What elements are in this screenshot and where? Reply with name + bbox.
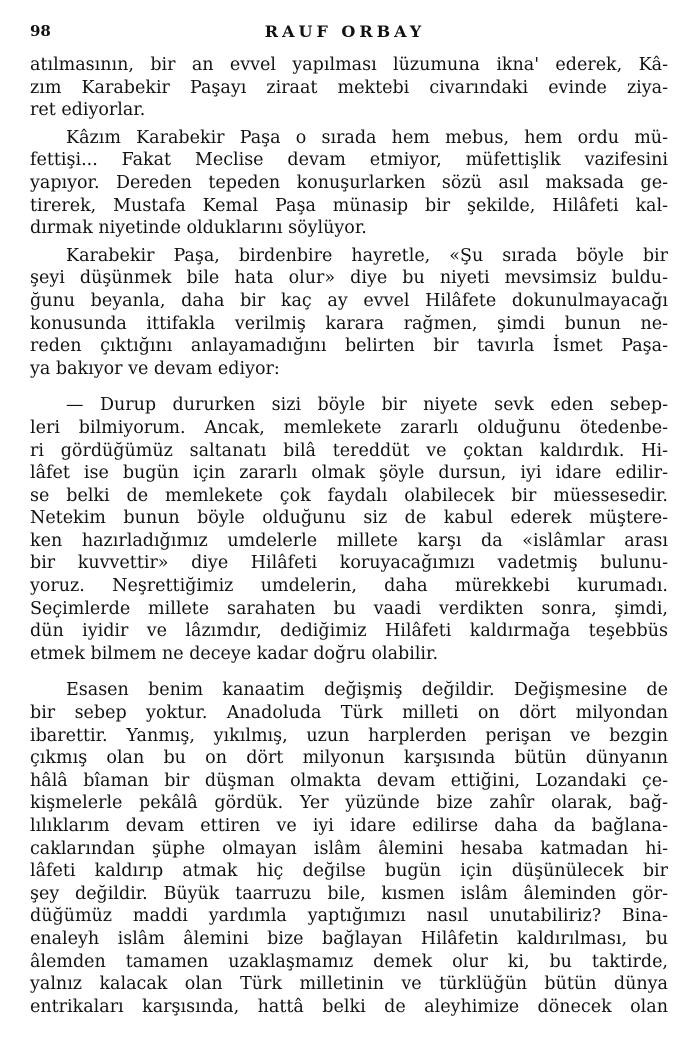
page-number: 98 [30,22,51,40]
text-line: ret ediyorlar. [30,100,146,121]
text-line: ya bakıyor ve devam ediyor: [30,358,280,379]
text-line: — Durup dururken sizi böyle bir niyete sevk eden sebep- [66,395,668,416]
text-line: dırmak niyetinde olduklarını söylüyor. [30,218,367,239]
text-line: şeyi düşünmek bile hata olur» diye bu niyeti mevsimsiz buldu- [30,268,668,289]
text-line: Netekim bunun böyle olduğunu siz de kabul ederek müştere- [30,508,668,529]
text-line: Karabekir Paşa, birdenbire hayretle, «Şu sırada böyle bir [66,245,668,266]
running-head: RAUF ORBAY [264,22,426,41]
text-line: konusunda ittifakla verilmiş karara rağmen, şimdi bunun ne- [30,313,668,334]
text-line: ğunu beyanla, daha bir kaç ay evvel Hilâfete dokunulmayacağı [30,290,668,311]
text-line: ken hazırladığımız umdelerle millete karşı da «islâmlar arası [30,530,668,551]
text-line: kişmelerle pekâlâ gördük. Yer yüzünde bize zahîr olarak, bağ- [30,793,668,814]
text-line: düğümüz maddi yardımla yaptığımızı nasıl unutabiliriz? Bina- [30,906,668,927]
text-line: lâfet ise bugün için zararlı olmak şöyle dursun, iyi idare edilir- [30,463,668,484]
paragraph [30,54,668,122]
text-line: lılıklarım devam ettiren ve iyi idare edilirse daha da bağlana- [30,816,668,836]
paragraph [30,127,668,240]
text-line: Seçimlerde millete sarahaten bu vaadi verdikten sonra, şimdi, [30,598,668,619]
text-line: ibarettir. Yanmış, yıkılmış, uzun harplerden perişan ve bezgin [30,725,668,746]
paragraph [30,245,668,381]
text-line: tirerek, Mustafa Kemal Paşa münasip bir şekilde, Hilâfeti kal- [30,195,668,216]
text-line: zım Karabekir Paşayı ziraat mektebi civarındaki evinde ziya- [30,77,668,98]
text-line: Kâzım Karabekir Paşa o sırada hem mebus, hem ordu mü- [66,127,668,148]
text-line: atılmasının, bir an evvel yapılması lüzumuna ikna' ederek, Kâ- [30,55,668,75]
text-line: enaleyh islâm âlemini bize bağlayan Hilâfetin kaldırılması, bu [30,928,668,949]
text-line: âlemden tamamen uzaklaşmamız demek olur ki, bu taktirde, [30,951,668,972]
text-line: yapıyor. Dereden tepeden konuşurlarken sözü asıl maksada ge- [30,172,668,193]
text-line: hâlâ bîaman bir düşman olmakta devam ettiğini, Lozandaki çe- [30,770,668,791]
quoted-paragraph [30,394,668,665]
text-line: çıkmış olan bu on dört milyonun karşısında bütün dünyanın [30,748,668,769]
text-line: caklarından şüphe olmayan islâm âlemini hesaba katmadan hi- [30,838,668,859]
text-line: fettişi... Fakat Meclise devam etmiyor, müfettişlik vazifesini [30,150,668,171]
text-line: bir sebep yoktur. Anadoluda Türk milleti on dört milyondan [30,703,668,724]
text-line: etmek bilmem ne deceye kadar doğru olabilir. [30,643,439,664]
text-line: yalnız kalacak olan Türk milletinin ve türklüğün bütün dünya [30,974,668,995]
text-line: ri gördüğümüz saltanatı bilâ tereddüt ve çoktan kaldırdık. Hi- [30,440,668,461]
text-line: reden çıktığını anlayamadığını belirten bir tavırla İsmet Paşa- [30,336,668,357]
text-line: şey değildir. Büyük taarruzu bile, kısmen islâm âleminden gör- [30,883,668,904]
paragraph [30,679,668,1018]
text-line: lâfeti kaldırıp atmak hiç değilse bugün için düşünülecek bir [30,861,668,882]
text-line: dün iyidir ve lâzımdır, dediğimiz Hilâfeti kaldırmağa teşebbüs [30,621,668,642]
text-line: entrikaları karşısında, hattâ belki de aleyhimize dönecek olan [30,996,668,1017]
text-line: leri bilmiyorum. Ancak, memlekete zararlı olduğunu ötedenbe- [30,417,668,438]
text-line: bir kuvvettir» diye Hilâfeti koruyacağımızı vadetmiş bulunu- [30,553,668,574]
body-text [30,54,668,1023]
text-line: Esasen benim kanaatim değişmiş değildir. Değişmesine de [66,680,668,701]
text-line: yoruz. Neşrettiğimiz umdelerin, daha mürekkebi kurumadı. [30,576,668,597]
text-line: se belki de memlekete çok faydalı olabilecek bir müessesedir. [30,485,668,506]
